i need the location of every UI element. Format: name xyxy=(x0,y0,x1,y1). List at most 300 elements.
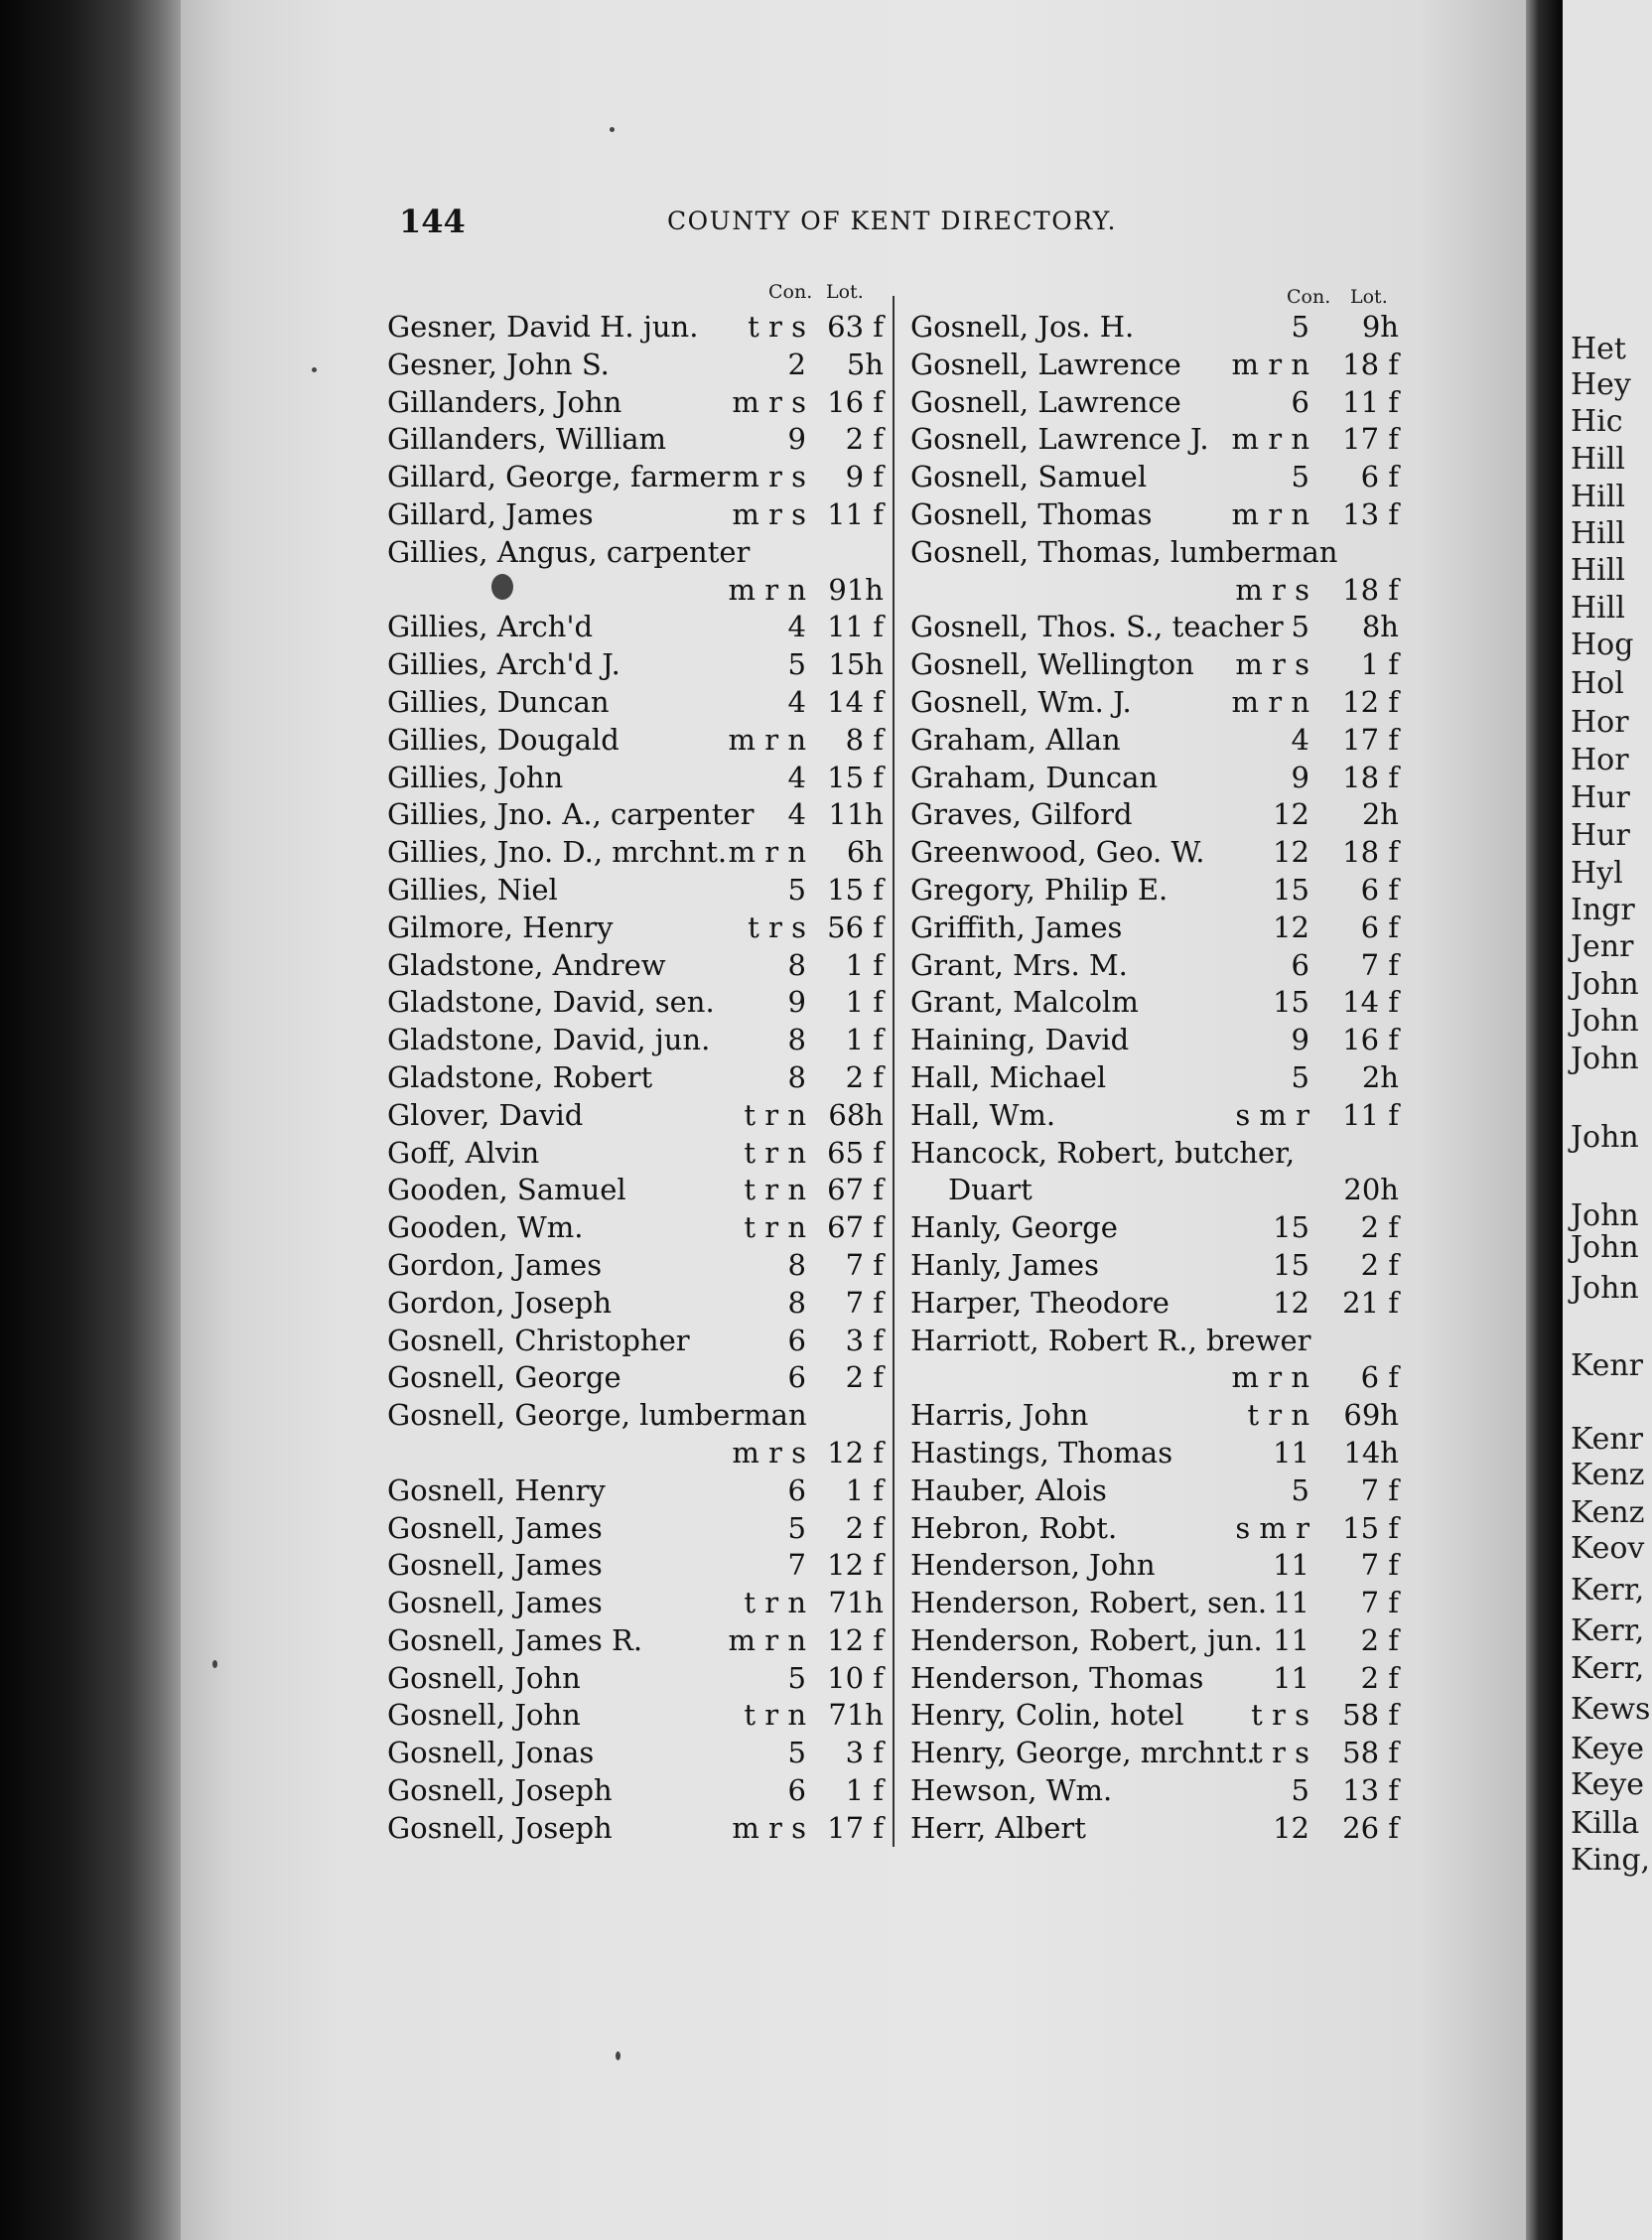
entry-name: Gosnell, Thos. S., teacher xyxy=(910,610,1284,644)
entry-name: Gillies, Angus, carpenter xyxy=(387,534,751,569)
entry-lot: 7 f xyxy=(845,1285,884,1320)
entry-name: Gosnell, James xyxy=(387,1548,603,1583)
entry-con: 6 xyxy=(787,1472,806,1507)
entry-lot: 21 f xyxy=(1342,1285,1399,1320)
entry-lot: 9 f xyxy=(845,460,884,494)
entry-con: 15 xyxy=(1273,1210,1309,1245)
adjacent-page-fragment: Keov xyxy=(1571,1531,1645,1566)
entry-con: 7 xyxy=(787,1548,806,1583)
entry-name: Hewson, Wm. xyxy=(910,1773,1113,1808)
entry-lot: 8h xyxy=(1361,610,1399,644)
entry-name: Gosnell, Joseph xyxy=(387,1773,613,1808)
directory-entry xyxy=(387,1547,884,1585)
directory-entry xyxy=(387,872,884,910)
entry-name: Gordon, Joseph xyxy=(387,1285,612,1320)
entry-name: Henderson, Robert, sen. xyxy=(910,1586,1268,1620)
directory-entry xyxy=(387,1172,884,1209)
entry-con: m r n xyxy=(728,722,806,757)
entry-con: 8 xyxy=(787,1285,806,1320)
directory-entry xyxy=(910,1472,1399,1510)
entry-lot: 12 f xyxy=(827,1548,884,1583)
entry-lot: 15 f xyxy=(827,760,884,794)
entry-name: Gosnell, Wellington xyxy=(910,647,1194,682)
directory-entry xyxy=(910,1323,1399,1360)
entry-con: m r s xyxy=(732,384,806,419)
entry-lot: 10 f xyxy=(827,1660,884,1695)
entry-lot: 3 f xyxy=(845,1736,884,1770)
entry-name: Gosnell, Thomas, lumberman xyxy=(910,534,1338,569)
entry-con: 5 xyxy=(1291,1773,1309,1808)
speck xyxy=(212,1660,217,1668)
entry-lot: 16 f xyxy=(827,384,884,419)
entry-con: 6 xyxy=(1291,384,1309,419)
entry-name: Gillard, George, farmer xyxy=(387,460,731,494)
entry-name: Greenwood, Geo. W. xyxy=(910,835,1205,870)
directory-entry xyxy=(910,421,1399,459)
entry-name: Hanly, James xyxy=(910,1247,1099,1282)
entry-con: t r n xyxy=(744,1586,806,1620)
directory-entry xyxy=(387,459,884,496)
adjacent-page-fragment: John xyxy=(1571,1120,1639,1155)
directory-entry xyxy=(910,872,1399,910)
directory-entry xyxy=(387,1660,884,1698)
entry-con: t r n xyxy=(744,1210,806,1245)
entry-con: t r n xyxy=(1247,1398,1309,1433)
adjacent-page-fragment: Hor xyxy=(1571,705,1629,740)
entry-name: Gosnell, Jonas xyxy=(387,1736,595,1770)
entry-con: 15 xyxy=(1273,872,1309,907)
entry-con: 5 xyxy=(787,1660,806,1695)
adjacent-page-fragment: Hur xyxy=(1571,818,1630,853)
entry-name: Gillies, Arch'd J. xyxy=(387,647,620,682)
entry-name: Gillanders, John xyxy=(387,384,622,419)
entry-name: Harper, Theodore xyxy=(910,1285,1170,1320)
entry-lot: 11 f xyxy=(827,496,884,531)
entry-con: t r s xyxy=(1251,1698,1309,1733)
directory-entry xyxy=(910,609,1399,646)
adjacent-page-fragment: Kews xyxy=(1571,1692,1651,1727)
adjacent-page-fragment: Kenz xyxy=(1571,1458,1645,1492)
entry-con: 6 xyxy=(787,1323,806,1357)
entry-lot: 7 f xyxy=(1360,1472,1399,1507)
entry-con: s m r xyxy=(1235,1097,1309,1132)
entry-lot: 1 f xyxy=(845,1472,884,1507)
entry-con: 4 xyxy=(787,684,806,719)
speck xyxy=(610,127,615,132)
directory-entry xyxy=(910,1172,1399,1209)
entry-lot: 26 f xyxy=(1342,1810,1399,1845)
entry-lot: 9h xyxy=(1361,310,1399,344)
entry-lot: 1 f xyxy=(845,947,884,982)
entry-con: m r n xyxy=(728,1622,806,1657)
entry-lot: 2 f xyxy=(1360,1210,1399,1245)
directory-entry xyxy=(387,1209,884,1247)
right-lot-header: Lot. xyxy=(1350,286,1388,308)
entry-lot: 65 f xyxy=(827,1135,884,1170)
entry-name: Gosnell, Christopher xyxy=(387,1323,690,1357)
book-spine xyxy=(0,0,181,2240)
entry-con: 9 xyxy=(1291,1023,1309,1057)
left-column xyxy=(387,309,884,1848)
entry-lot: 6 f xyxy=(1360,1360,1399,1395)
entry-lot: 14 f xyxy=(1342,985,1399,1020)
entry-con: m r n xyxy=(1231,1360,1309,1395)
entry-name: Gregory, Philip E. xyxy=(910,872,1169,907)
entry-con: 6 xyxy=(1291,947,1309,982)
entry-con: t r s xyxy=(1251,1736,1309,1770)
entry-lot: 12 f xyxy=(1342,684,1399,719)
entry-con: 5 xyxy=(1291,610,1309,644)
running-header: COUNTY OF KENT DIRECTORY. xyxy=(667,207,1117,235)
entry-name: Grant, Malcolm xyxy=(910,985,1139,1020)
entry-con: t r s xyxy=(748,310,806,344)
entry-lot: 13 f xyxy=(1342,1773,1399,1808)
entry-name: Gosnell, Lawrence J. xyxy=(910,422,1209,457)
entry-lot: 13 f xyxy=(1342,496,1399,531)
adjacent-page-edge xyxy=(1563,0,1652,2240)
entry-lot: 2h xyxy=(1361,797,1399,832)
adjacent-page-fragment: Hill xyxy=(1571,516,1625,551)
entry-con: 5 xyxy=(1291,1059,1309,1094)
directory-entry xyxy=(387,684,884,722)
directory-entry xyxy=(387,1472,884,1510)
entry-name: Gladstone, Robert xyxy=(387,1059,653,1094)
entry-lot: 15h xyxy=(828,647,884,682)
entry-con: 4 xyxy=(787,610,806,644)
adjacent-page-fragment: Kerr, xyxy=(1571,1613,1645,1648)
left-lot-header: Lot. xyxy=(826,281,864,303)
directory-entry xyxy=(387,421,884,459)
entry-name: Hauber, Alois xyxy=(910,1472,1107,1507)
adjacent-page-fragment: Het xyxy=(1571,332,1626,366)
speck xyxy=(312,367,317,372)
entry-con: m r s xyxy=(732,460,806,494)
entry-name: Gillies, Jno. D., mrchnt. xyxy=(387,835,728,870)
entry-name: Gladstone, David, sen. xyxy=(387,985,715,1020)
entry-con: 6 xyxy=(787,1360,806,1395)
entry-name: Gillies, John xyxy=(387,760,564,794)
entry-con: 12 xyxy=(1273,1810,1309,1845)
entry-con: m r n xyxy=(1231,684,1309,719)
entry-con: 12 xyxy=(1273,910,1309,944)
directory-entry xyxy=(910,760,1399,797)
entry-name: Gillies, Niel xyxy=(387,872,558,907)
entry-lot: 7 f xyxy=(1360,1548,1399,1583)
entry-name: Gosnell, Joseph xyxy=(387,1810,613,1845)
entry-name: Graham, Allan xyxy=(910,722,1121,757)
directory-entry xyxy=(387,1735,884,1772)
entry-name: Gosnell, James R. xyxy=(387,1622,643,1657)
directory-entry xyxy=(910,1772,1399,1810)
entry-con: 9 xyxy=(787,422,806,457)
entry-con: 5 xyxy=(787,1736,806,1770)
adjacent-page-fragment: John xyxy=(1571,1230,1639,1265)
directory-entry xyxy=(910,1359,1399,1397)
entry-name: Henry, Colin, hotel xyxy=(910,1698,1184,1733)
entry-lot: 7 f xyxy=(1360,947,1399,982)
directory-entry xyxy=(387,384,884,422)
entry-name: Gillies, Dougald xyxy=(387,722,620,757)
entry-lot: 6h xyxy=(846,835,884,870)
directory-entry xyxy=(910,1285,1399,1323)
entry-lot: 2 f xyxy=(845,1059,884,1094)
entry-lot: 11 f xyxy=(827,610,884,644)
entry-lot: 14h xyxy=(1343,1435,1399,1470)
directory-entry xyxy=(910,1810,1399,1848)
entry-con: 5 xyxy=(787,1510,806,1545)
entry-name: Gordon, James xyxy=(387,1247,603,1282)
entry-name: Gilmore, Henry xyxy=(387,910,614,944)
adjacent-page-fragment: Kenz xyxy=(1571,1495,1645,1530)
entry-lot: 1 f xyxy=(845,1023,884,1057)
directory-entry xyxy=(910,1622,1399,1660)
directory-entry xyxy=(910,1097,1399,1135)
adjacent-page-fragment: Hur xyxy=(1571,780,1630,815)
adjacent-page-fragment: Keye xyxy=(1571,1767,1645,1802)
entry-lot: 91h xyxy=(828,572,884,607)
adjacent-page-fragment: Hyl xyxy=(1571,856,1623,891)
entry-lot: 2 f xyxy=(1360,1660,1399,1695)
entry-con: 15 xyxy=(1273,985,1309,1020)
entry-name: Gesner, John S. xyxy=(387,347,610,381)
directory-entry xyxy=(387,1622,884,1660)
entry-con: m r s xyxy=(1235,572,1309,607)
adjacent-page-fragment: Keye xyxy=(1571,1732,1645,1766)
entry-lot: 7 f xyxy=(1360,1586,1399,1620)
directory-entry xyxy=(387,984,884,1022)
directory-entry xyxy=(910,1435,1399,1472)
entry-lot: 67 f xyxy=(827,1210,884,1245)
directory-entry xyxy=(910,1735,1399,1772)
entry-lot: 1 f xyxy=(845,1773,884,1808)
entry-con: t r n xyxy=(744,1173,806,1207)
entry-con: m r n xyxy=(1231,496,1309,531)
entry-lot: 6 f xyxy=(1360,910,1399,944)
adjacent-page-fragment: Jenr xyxy=(1571,929,1634,964)
directory-entry xyxy=(910,534,1399,572)
entry-lot: 18 f xyxy=(1342,572,1399,607)
entry-lot: 56 f xyxy=(827,910,884,944)
entry-name: Gooden, Samuel xyxy=(387,1173,626,1207)
entry-name: Griffith, James xyxy=(910,910,1123,944)
directory-entry xyxy=(387,1247,884,1285)
left-con-header: Con. xyxy=(768,281,813,303)
adjacent-page-fragment: Hill xyxy=(1571,553,1625,588)
entry-name: Gosnell, Jos. H. xyxy=(910,310,1135,344)
entry-con: 8 xyxy=(787,1059,806,1094)
entry-lot: 2 f xyxy=(1360,1247,1399,1282)
adjacent-page-fragment: John xyxy=(1571,1042,1639,1076)
adjacent-page-fragment: Hey xyxy=(1571,367,1631,402)
entry-name: Gosnell, James xyxy=(387,1510,603,1545)
entry-lot: 5h xyxy=(846,347,884,381)
entry-lot: 18 f xyxy=(1342,760,1399,794)
entry-con: 8 xyxy=(787,1023,806,1057)
entry-lot: 17 f xyxy=(1342,722,1399,757)
directory-entry xyxy=(910,834,1399,872)
entry-con: m r s xyxy=(1235,647,1309,682)
directory-entry xyxy=(387,534,884,572)
entry-name: Gosnell, Henry xyxy=(387,1472,606,1507)
entry-lot: 2 f xyxy=(845,1360,884,1395)
entry-con: 9 xyxy=(1291,760,1309,794)
entry-lot: 15 f xyxy=(827,872,884,907)
directory-entry xyxy=(910,1247,1399,1285)
directory-entry xyxy=(910,1510,1399,1548)
entry-name: Herr, Albert xyxy=(910,1810,1086,1845)
entry-con: 2 xyxy=(787,347,806,381)
entry-con: s m r xyxy=(1235,1510,1309,1545)
adjacent-page-fragment: King, xyxy=(1571,1843,1651,1878)
directory-entry xyxy=(387,760,884,797)
entry-lot: 18 f xyxy=(1342,347,1399,381)
entry-name: Gosnell, George, lumberman xyxy=(387,1398,807,1433)
entry-con: t r s xyxy=(748,910,806,944)
entry-con: 8 xyxy=(787,947,806,982)
entry-con: 11 xyxy=(1273,1435,1309,1470)
entry-name: Henderson, John xyxy=(910,1548,1156,1583)
entry-lot: 11 f xyxy=(1342,1097,1399,1132)
entry-lot: 12 f xyxy=(827,1435,884,1470)
entry-lot: 71h xyxy=(828,1586,884,1620)
entry-con: 15 xyxy=(1273,1247,1309,1282)
entry-lot: 2 f xyxy=(845,422,884,457)
directory-entry xyxy=(387,796,884,834)
entry-name: Henderson, Robert, jun. xyxy=(910,1622,1263,1657)
entry-name: Gillanders, William xyxy=(387,422,667,457)
entry-name: Harris, John xyxy=(910,1398,1089,1433)
adjacent-page-fragment: Kenr xyxy=(1571,1348,1644,1383)
adjacent-page-fragment: John xyxy=(1571,1271,1639,1306)
entry-name: Gillard, James xyxy=(387,496,594,531)
directory-entry xyxy=(387,1435,884,1472)
entry-lot: 17 f xyxy=(1342,422,1399,457)
entry-name: Gooden, Wm. xyxy=(387,1210,584,1245)
entry-name: Gesner, David H. jun. xyxy=(387,310,699,344)
directory-entry xyxy=(910,1547,1399,1585)
adjacent-page-fragment: Hor xyxy=(1571,743,1629,777)
directory-entry xyxy=(910,1022,1399,1059)
directory-entry xyxy=(387,347,884,384)
entry-con: 12 xyxy=(1273,797,1309,832)
adjacent-page-fragment: Kenr xyxy=(1571,1422,1644,1457)
adjacent-page-fragment: Hill xyxy=(1571,480,1625,514)
adjacent-page-fragment: Hill xyxy=(1571,591,1625,626)
entry-con: m r n xyxy=(1231,347,1309,381)
entry-name: Hastings, Thomas xyxy=(910,1435,1173,1470)
directory-entry xyxy=(387,1772,884,1810)
entry-lot: 71h xyxy=(828,1698,884,1733)
adjacent-page-fragment: John xyxy=(1571,1004,1639,1039)
directory-entry xyxy=(910,646,1399,684)
entry-con: m r s xyxy=(732,496,806,531)
adjacent-page-fragment: Killa xyxy=(1571,1806,1640,1841)
entry-lot: 15 f xyxy=(1342,1510,1399,1545)
entry-con: 5 xyxy=(787,872,806,907)
entry-con: 11 xyxy=(1273,1660,1309,1695)
entry-con: 11 xyxy=(1273,1586,1309,1620)
directory-entry xyxy=(910,1660,1399,1698)
entry-name: Gosnell, Lawrence xyxy=(910,347,1181,381)
entry-name: Gladstone, Andrew xyxy=(387,947,666,982)
directory-entry xyxy=(910,496,1399,534)
entry-lot: 63 f xyxy=(827,310,884,344)
column-divider xyxy=(893,296,895,1847)
entry-name: Gosnell, James xyxy=(387,1586,603,1620)
entry-con: 5 xyxy=(1291,1472,1309,1507)
directory-entry xyxy=(387,1097,884,1135)
directory-entry xyxy=(910,384,1399,422)
entry-con: t r n xyxy=(744,1698,806,1733)
adjacent-page-fragment: John xyxy=(1571,1198,1639,1233)
speck xyxy=(616,2051,620,2060)
entry-con: 6 xyxy=(787,1773,806,1808)
entry-con: t r n xyxy=(744,1135,806,1170)
entry-name: Goff, Alvin xyxy=(387,1135,540,1170)
page-number: 144 xyxy=(399,203,466,240)
directory-entry xyxy=(387,1810,884,1848)
directory-entry xyxy=(910,309,1399,347)
entry-con: m r n xyxy=(728,835,806,870)
entry-lot: 67 f xyxy=(827,1173,884,1207)
directory-entry xyxy=(387,910,884,947)
entry-lot: 6 f xyxy=(1360,460,1399,494)
entry-name: Gladstone, David, jun. xyxy=(387,1023,711,1057)
entry-name: Gillies, Arch'd xyxy=(387,610,594,644)
entry-name: Gosnell, Samuel xyxy=(910,460,1148,494)
entry-lot: 17 f xyxy=(827,1810,884,1845)
right-con-header: Con. xyxy=(1287,286,1331,308)
directory-entry xyxy=(910,910,1399,947)
entry-lot: 7 f xyxy=(845,1247,884,1282)
directory-entry xyxy=(387,1510,884,1548)
entry-lot: 20h xyxy=(1343,1173,1399,1207)
entry-con: 8 xyxy=(787,1247,806,1282)
entry-name: Grant, Mrs. M. xyxy=(910,947,1128,982)
entry-lot: 2 f xyxy=(1360,1622,1399,1657)
directory-entry xyxy=(910,459,1399,496)
entry-con: 4 xyxy=(787,760,806,794)
directory-entry xyxy=(387,496,884,534)
directory-entry xyxy=(910,1209,1399,1247)
entry-name: Hall, Michael xyxy=(910,1059,1107,1094)
directory-entry xyxy=(387,1697,884,1735)
directory-entry xyxy=(910,572,1399,610)
entry-name: Graves, Gilford xyxy=(910,797,1133,832)
directory-entry xyxy=(387,646,884,684)
entry-name: Henderson, Thomas xyxy=(910,1660,1204,1695)
entry-con: m r s xyxy=(732,1435,806,1470)
adjacent-page-fragment: Hog xyxy=(1571,628,1634,662)
entry-lot: 1 f xyxy=(845,985,884,1020)
entry-lot: 69h xyxy=(1343,1398,1399,1433)
entry-con: 4 xyxy=(787,797,806,832)
adjacent-page-fragment: Kerr, xyxy=(1571,1651,1645,1686)
entry-con: 11 xyxy=(1273,1622,1309,1657)
entry-con: 12 xyxy=(1273,1285,1309,1320)
entry-con: 11 xyxy=(1273,1548,1309,1583)
entry-lot: 58 f xyxy=(1342,1698,1399,1733)
entry-lot: 14 f xyxy=(827,684,884,719)
adjacent-page-fragment: Hol xyxy=(1571,666,1624,701)
entry-lot: 68h xyxy=(828,1097,884,1132)
directory-entry xyxy=(387,1022,884,1059)
directory-entry xyxy=(910,347,1399,384)
entry-con: 4 xyxy=(1291,722,1309,757)
entry-con: m r n xyxy=(1231,422,1309,457)
entry-con: 5 xyxy=(1291,310,1309,344)
directory-entry xyxy=(910,1697,1399,1735)
